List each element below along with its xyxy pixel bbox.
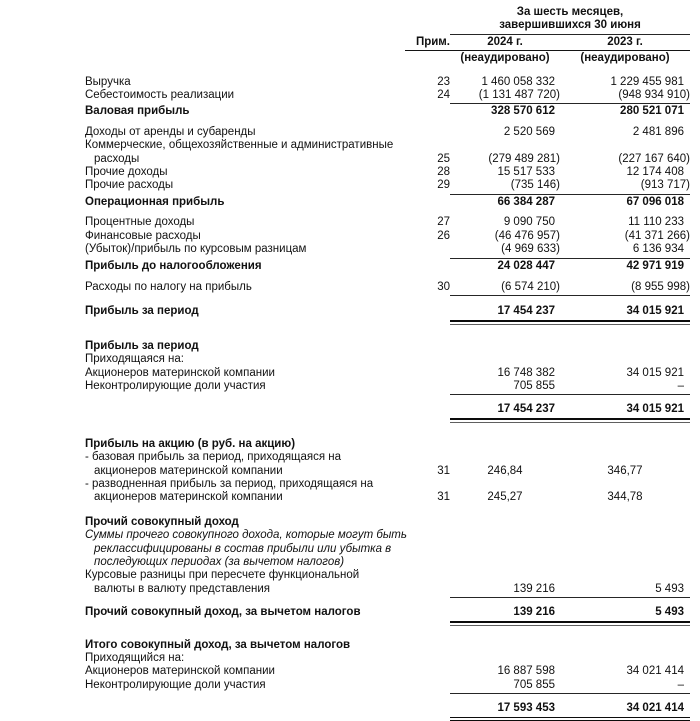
row-label: акционеров материнской компании [94, 464, 283, 477]
table-row [85, 243, 690, 256]
table-row [85, 139, 690, 152]
note-ref: 31 [437, 464, 450, 477]
sum-rule [450, 103, 690, 104]
row-label: Итого совокупный доход, за вычетом налогов [85, 638, 351, 651]
table-row [85, 153, 690, 166]
row-label: Расходы по налогу на прибыль [85, 280, 252, 293]
row-label: Прибыль на акцию (в руб. на акцию) [85, 437, 296, 450]
table-row [85, 105, 690, 118]
value-2024: (1 131 487 720) [478, 89, 560, 102]
table-row [85, 380, 690, 393]
value-2023: 42 971 919 [626, 259, 684, 272]
value-2023: 280 521 071 [620, 105, 684, 118]
table-row [85, 367, 690, 380]
value-2024: 16 748 382 [497, 366, 555, 379]
value-2023: 346,77 [607, 464, 643, 477]
table-row [85, 583, 690, 596]
note-ref: 29 [437, 179, 450, 192]
note-ref: 30 [437, 280, 450, 293]
row-label: Прочий совокупный доход [85, 515, 239, 528]
value-2024: (46 476 957) [494, 229, 560, 242]
column-headers-rule [405, 50, 690, 51]
value-2024: 328 570 612 [491, 105, 555, 118]
value-2023: 34 021 414 [626, 665, 684, 678]
note-ref: 31 [437, 491, 450, 504]
value-2023: 5 493 [655, 582, 684, 595]
row-label: Прочие доходы [85, 166, 168, 179]
row-label: Финансовые расходы [85, 229, 201, 242]
value-2024: (735 146) [510, 179, 560, 192]
table-row [85, 702, 690, 715]
value-2023: – [677, 678, 684, 691]
column-headers-row [85, 36, 690, 49]
row-label: Неконтролирующие доли участия [85, 379, 266, 392]
period-header-rule [450, 34, 690, 35]
value-2024: 9 090 750 [503, 216, 555, 229]
note-ref: 23 [437, 75, 450, 88]
value-2023: 11 110 233 [628, 216, 684, 229]
value-2023: (227 167 640) [618, 152, 690, 165]
row-label: Доходы от аренды и субаренды [85, 125, 256, 138]
period-header-line1: За шесть месяцев, [516, 6, 624, 18]
row-label: Процентные доходы [85, 216, 195, 229]
row-label: акционеров материнской компании [94, 491, 283, 504]
total-rule [450, 621, 690, 626]
row-label: расходы [94, 152, 140, 165]
table-row [85, 491, 690, 504]
value-2023: (913 717) [640, 179, 690, 192]
note-ref: 26 [437, 229, 450, 242]
value-2024: 705 855 [513, 678, 555, 691]
value-2024: 246,84 [487, 464, 523, 477]
value-2023: 34 015 921 [626, 305, 684, 318]
grand-total-rule [450, 717, 690, 721]
table-row [85, 230, 690, 243]
value-2024: 17 454 237 [497, 305, 555, 318]
unaudited-label-2023: (неаудировано) [580, 52, 670, 65]
row-label: Неконтролирующие доли участия [85, 678, 266, 691]
value-2023: 6 136 934 [632, 243, 684, 256]
column-header-2024: 2024 г. [487, 35, 523, 48]
table-row [85, 652, 690, 665]
row-label: валюты в валюту представления [94, 582, 271, 595]
row-label: Курсовые разницы при пересчете функциональной [85, 569, 360, 582]
table-row [85, 478, 690, 491]
value-2023: 34 015 921 [626, 366, 684, 379]
row-label: Акционеров материнской компании [85, 366, 275, 379]
income-statement-table [85, 6, 690, 721]
statement-rows [85, 76, 690, 721]
note-ref: 25 [437, 152, 450, 165]
table-row [85, 340, 690, 353]
value-2023: 12 174 408 [626, 166, 684, 179]
table-row [85, 281, 690, 294]
sum-rule [450, 597, 690, 598]
note-ref: 24 [437, 89, 450, 102]
value-2023: 344,78 [607, 491, 643, 504]
note-ref: 28 [437, 166, 450, 179]
value-2023: – [677, 379, 684, 392]
table-row [85, 665, 690, 678]
table-row [85, 76, 690, 89]
row-label: Операционная прибыль [85, 195, 225, 208]
table-row [85, 216, 690, 229]
value-2024: 17 454 237 [497, 403, 555, 416]
table-row [85, 543, 690, 556]
value-2023: (8 955 998) [631, 280, 690, 293]
row-label: Себестоимость реализации [85, 89, 235, 102]
value-2024: (4 969 633) [501, 243, 560, 256]
row-label: реклассифицированы в состав прибыли или убытка в [94, 542, 392, 555]
value-2024: 1 460 058 332 [481, 75, 555, 88]
value-2024: 139 216 [513, 606, 555, 619]
row-label: Приходящийся на: [85, 652, 185, 665]
value-2023: 67 096 018 [626, 195, 684, 208]
value-2024: 66 384 287 [497, 195, 555, 208]
table-row [85, 353, 690, 366]
sum-rule [450, 194, 690, 195]
sum-rule [450, 295, 690, 296]
total-rule [450, 418, 690, 423]
table-row [85, 260, 690, 273]
unaudited-row [85, 52, 690, 65]
row-label: последующих периодах (за вычетом налогов) [94, 556, 345, 568]
table-row [85, 126, 690, 139]
value-2023: 1 229 455 981 [610, 75, 684, 88]
value-2023: (41 371 266) [624, 229, 690, 242]
table-row [85, 516, 690, 529]
total-rule [450, 320, 690, 325]
value-2023: (948 934 910) [618, 89, 690, 102]
table-row [85, 679, 690, 692]
table-row [85, 639, 690, 652]
value-2024: 139 216 [513, 582, 555, 595]
row-label: - базовая прибыль за период, приходящаяся на [85, 451, 342, 464]
table-row [85, 89, 690, 102]
row-label: Прочий совокупный доход, за вычетом налогов [85, 606, 361, 619]
row-label: Выручка [85, 75, 131, 88]
table-row [85, 179, 690, 192]
unaudited-label-2024: (неаудировано) [460, 52, 550, 65]
value-2024: 24 028 447 [497, 259, 555, 272]
row-label: - разводненная прибыль за период, приходящаяся на [85, 477, 374, 490]
value-2023: 34 021 414 [626, 702, 684, 715]
table-row [85, 196, 690, 209]
column-header-2023: 2023 г. [607, 35, 643, 48]
value-2023: 2 481 896 [632, 125, 684, 138]
table-row [85, 465, 690, 478]
row-label: Прочие расходы [85, 179, 174, 192]
period-header [450, 6, 690, 33]
table-row [85, 438, 690, 451]
table-row [85, 556, 690, 569]
column-header-note: Прим. [415, 35, 450, 48]
table-row [85, 403, 690, 416]
value-2023: 5 493 [655, 606, 684, 619]
row-label: Прибыль за период [85, 305, 199, 318]
row-label: Прибыль за период [85, 339, 199, 352]
sum-rule [450, 693, 690, 694]
row-label: Прибыль до налогообложения [85, 259, 262, 272]
table-row [85, 569, 690, 582]
value-2024: 16 887 598 [497, 665, 555, 678]
value-2024: 2 520 569 [503, 125, 555, 138]
table-row [85, 529, 690, 542]
table-row [85, 305, 690, 318]
value-2024: 15 517 533 [497, 166, 555, 179]
row-label: Коммерческие, общехозяйственные и административные [85, 139, 394, 152]
value-2024: (279 489 281) [488, 152, 560, 165]
table-row [85, 166, 690, 179]
value-2024: 17 593 453 [497, 702, 555, 715]
table-row [85, 606, 690, 619]
row-label: Приходящаяся на: [85, 353, 184, 366]
sum-rule [450, 258, 690, 259]
row-label: (Убыток)/прибыль по курсовым разницам [85, 243, 307, 256]
value-2024: 705 855 [513, 379, 555, 392]
row-label: Акционеров материнской компании [85, 665, 275, 678]
note-ref: 27 [437, 216, 450, 229]
period-header-line2: завершившихся 30 июня [499, 19, 641, 32]
table-row [85, 451, 690, 464]
row-label: Суммы прочего совокупного дохода, которые могут быть [85, 529, 407, 542]
value-2024: 245,27 [487, 491, 523, 504]
value-2023: 34 015 921 [626, 403, 684, 416]
value-2024: (6 574 210) [501, 280, 560, 293]
row-label: Валовая прибыль [85, 105, 190, 118]
sum-rule [450, 394, 690, 395]
